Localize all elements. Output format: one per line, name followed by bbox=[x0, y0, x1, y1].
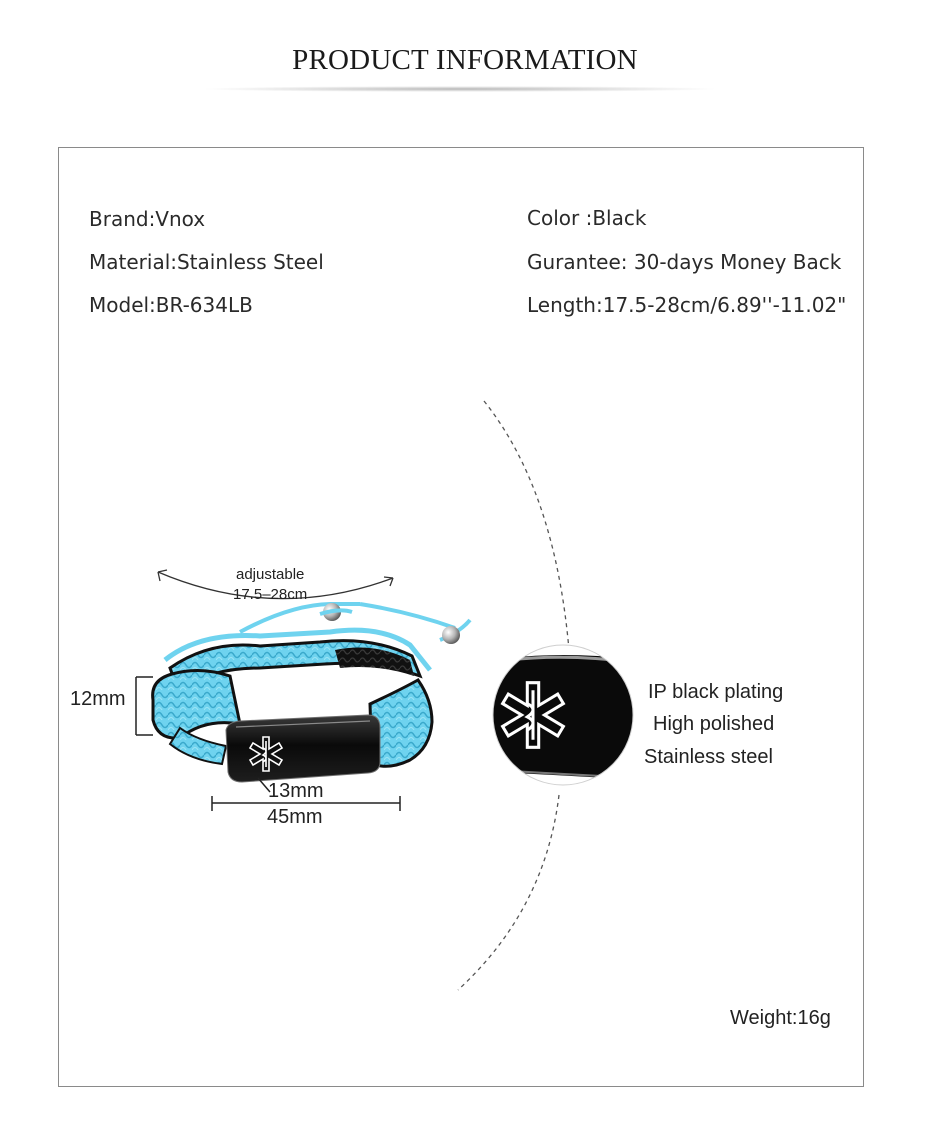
plate-length-label: 45mm bbox=[267, 806, 323, 828]
divider-arc-bottom bbox=[458, 795, 559, 990]
plate-height-label: 13mm bbox=[268, 780, 324, 802]
spec-brand: Brand:Vnox bbox=[89, 207, 206, 231]
adjustable-range-label: 17.5–28cm bbox=[233, 586, 308, 603]
divider-arc-top bbox=[484, 401, 569, 650]
spec-material: Material:Stainless Steel bbox=[89, 250, 324, 274]
spec-color: Color :Black bbox=[527, 206, 647, 230]
feature-plating: IP black plating bbox=[648, 681, 784, 703]
spec-model: Model:BR-634LB bbox=[89, 293, 253, 317]
weight-label: Weight:16g bbox=[730, 1007, 831, 1029]
zoom-detail-circle bbox=[490, 640, 640, 790]
slider-bead-right bbox=[442, 626, 460, 644]
spec-guarantee: Gurantee: 30-days Money Back bbox=[527, 250, 842, 274]
page-title: PRODUCT INFORMATION bbox=[292, 44, 638, 76]
feature-polish: High polished bbox=[653, 713, 775, 735]
adjustable-label: adjustable bbox=[236, 566, 305, 583]
width-label: 12mm bbox=[70, 688, 126, 710]
dimension-width-bracket bbox=[136, 677, 153, 735]
feature-material: Stainless steel bbox=[644, 746, 773, 768]
id-plate bbox=[226, 715, 380, 782]
spec-length: Length:17.5-28cm/6.89''-11.02" bbox=[527, 293, 847, 317]
